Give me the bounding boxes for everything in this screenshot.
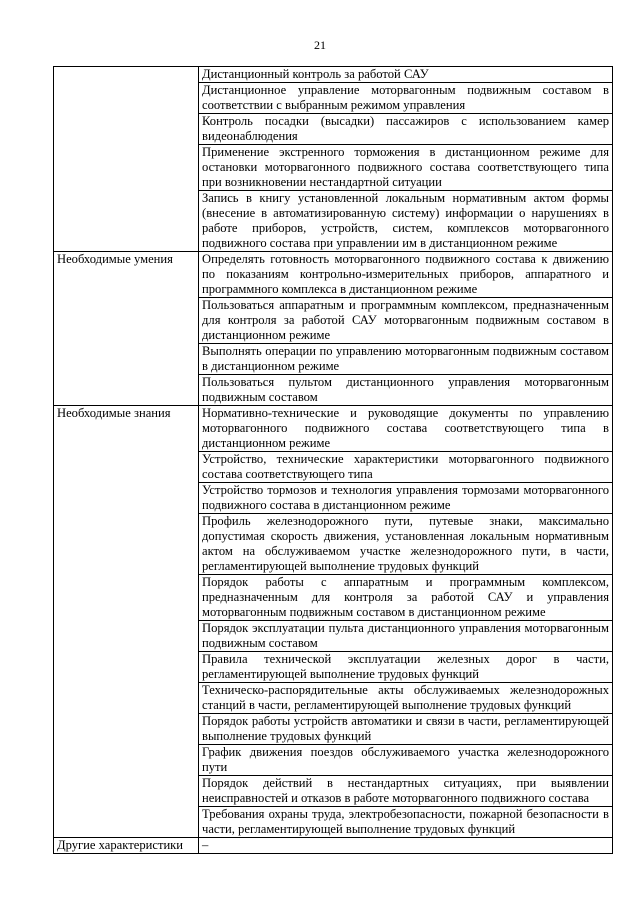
table-cell: Определять готовность моторвагонного подвижного состава к движению по показаниям контрольно-измерительных приборов, аппаратного и программного комплекса в дистанционном режиме (199, 252, 613, 298)
table-cell: Порядок действий в нестандартных ситуациях, при выявлении неисправностей и отказов в работе моторвагонного подвижного состава (199, 776, 613, 807)
table-cell: Порядок работы с аппаратным и программным комплексом, предназначенным для контроля за работой САУ и управления моторвагонным подвижным составом в дистанционном режиме (199, 575, 613, 621)
table-cell: График движения поездов обслуживаемого участка железнодорожного пути (199, 745, 613, 776)
table-cell: Профиль железнодорожного пути, путевые знаки, максимально допустимая скорость движения, установленная локальным нормативным актом на обслуживаемом участке железнодорожного пути, в части, регламентирующей выполнение трудовых функций (199, 514, 613, 575)
table-cell: Устройство тормозов и технология управления тормозами моторвагонного подвижного состава в дистанционном режиме (199, 483, 613, 514)
table-row (54, 838, 613, 854)
requirements-table (53, 66, 613, 854)
table-cell: Порядок эксплуатации пульта дистанционного управления моторвагонным подвижным составом (199, 621, 613, 652)
table-cell: Устройство, технические характеристики моторвагонного подвижного состава соответствующего типа (199, 452, 613, 483)
table-cell: Запись в книгу установленной локальным нормативным актом формы (внесение в автоматизированную систему) информации о нарушениях в работе приборов, устройств, систем, комплексов моторвагонного подвижного состава при управлении им в дистанционном режиме (199, 191, 613, 252)
table-row (54, 406, 613, 452)
table-row (54, 67, 613, 83)
section-label: Другие характеристики (54, 838, 199, 854)
table-cell: Пользоваться пультом дистанционного управления моторвагонным подвижным составом (199, 375, 613, 406)
table-cell: – (199, 838, 613, 854)
table-cell: Техническо-распорядительные акты обслуживаемых железнодорожных станций в части, регламентирующей выполнение трудовых функций (199, 683, 613, 714)
table-cell: Дистанционный контроль за работой САУ (199, 67, 613, 83)
page-number: 21 (314, 38, 326, 52)
table-cell: Порядок работы устройств автоматики и связи в части, регламентирующей выполнение трудовых функций (199, 714, 613, 745)
table-cell: Пользоваться аппаратным и программным комплексом, предназначенным для контроля за работой САУ моторвагонным подвижным составом в дистанционном режиме (199, 298, 613, 344)
section-label: Необходимые умения (54, 252, 199, 406)
table-cell: Нормативно-технические и руководящие документы по управлению моторвагонного подвижного состава соответствующего типа в дистанционном режиме (199, 406, 613, 452)
section-label (54, 67, 199, 252)
table-cell: Контроль посадки (высадки) пассажиров с использованием камер видеонаблюдения (199, 114, 613, 145)
section-label: Необходимые знания (54, 406, 199, 838)
table-cell: Правила технической эксплуатации железных дорог в части, регламентирующей выполнение трудовых функций (199, 652, 613, 683)
table-row (54, 252, 613, 298)
table-cell: Применение экстренного торможения в дистанционном режиме для остановки моторвагонного подвижного состава соответствующего типа при возникновении нестандартной ситуации (199, 145, 613, 191)
table-cell: Требования охраны труда, электробезопасности, пожарной безопасности в части, регламентирующей выполнение трудовых функций (199, 807, 613, 838)
table-cell: Выполнять операции по управлению моторвагонным подвижным составом в дистанционном режиме (199, 344, 613, 375)
table-cell: Дистанционное управление моторвагонным подвижным составом в соответствии с выбранным режимом управления (199, 83, 613, 114)
